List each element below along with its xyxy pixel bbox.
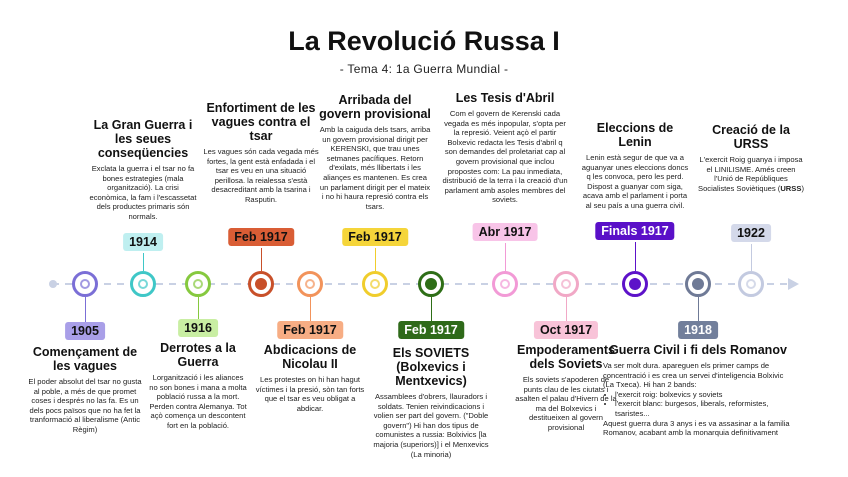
event-node-center <box>305 279 315 289</box>
event-date-badge: 1914 <box>123 233 163 251</box>
event-heading: Els SOVIETS (Bolxevics i Mentxevics) <box>392 346 470 388</box>
event-card <box>515 343 617 433</box>
event-heading: Enfortiment de les vagues contra el tsar <box>206 101 316 143</box>
event-connector <box>261 248 262 271</box>
event-description-text: Les vagues són cada vegada més fortes, la gent està enfadada i el tsar es veu en una situació perillosa. la reialessa s'està desacreditant amb la tsarina i Rasputin. <box>203 147 319 204</box>
axis-arrow-icon <box>788 278 799 290</box>
event-node[interactable] <box>297 271 323 297</box>
event-connector <box>751 244 752 271</box>
event-description-text: Els soviets s'apoderen de punts clau de les ciutats i asalten el palau d'Hivern de la ma del Bolxevics i destitueixen al govern provisional <box>515 375 617 432</box>
event-heading: Creació de la URSS <box>712 123 790 151</box>
event-description-text: Lorganització i les aliances no son bones i mana a molta població russa a la mort. Perden contra Alemanya. Tot açò comença un descontent fort en la població. <box>149 373 247 430</box>
event-description <box>254 375 366 413</box>
event-connector <box>635 242 636 271</box>
event-description <box>202 147 320 205</box>
event-card <box>25 345 145 435</box>
event-bullet-item: • l'exercit blanc: burgesos, liberals, reformistes, tsaristes... <box>615 399 793 418</box>
event-node[interactable] <box>130 271 156 297</box>
event-heading: Guerra Civil i fi dels Romanov <box>609 343 787 357</box>
event-card <box>441 91 569 205</box>
event-node-center <box>629 278 641 290</box>
event-description <box>515 375 617 433</box>
event-date-badge: 1918 <box>678 321 718 339</box>
event-description-text: El poder absolut del tsar no gusta al poble, a més de que promet coses i després no las fa. Es un dels pocs països que no ha fet la tranformació al liberalisme (Antic Règim) <box>28 377 142 434</box>
event-card <box>581 121 689 211</box>
event-card <box>319 93 431 211</box>
event-date-badge: Oct 1917 <box>534 321 598 339</box>
event-connector <box>431 297 432 321</box>
event-node-center <box>80 279 90 289</box>
event-heading: Empoderaments dels Soviets <box>517 343 615 371</box>
event-description-text: L'exercit Roig guanya i imposa el LINILISME. Amés creen l'Unió de Repúbliques Socialistes Soviètiques ( <box>698 155 803 193</box>
event-description-text: Lenin està segur de que va a aguanyar unes eleccions doncs q les convoca, pero les perd. Dispost a guanyar com siga, acava amb el parlament i porta al seu país a una guerra civil. <box>581 153 689 210</box>
event-connector <box>566 297 567 321</box>
event-node-center <box>500 279 510 289</box>
event-bullet-item: • l'exercit roig: bolxevics y soviets <box>615 390 793 400</box>
event-description <box>319 125 431 211</box>
event-card <box>603 343 793 438</box>
event-card <box>698 123 804 193</box>
event-connector <box>505 243 506 271</box>
event-node-center <box>138 279 148 289</box>
event-node[interactable] <box>248 271 274 297</box>
event-description-bold: URSS <box>780 183 802 193</box>
event-description-text: Va ser molt dura. apareguen els primer camps de concentració i es crea un servei d'inteligencia Bolxivic (La Txeca). Hi han 2 bands: <box>603 361 784 390</box>
page-title: La Revolució Russa I <box>288 26 560 56</box>
event-connector <box>375 248 376 271</box>
event-node[interactable] <box>362 271 388 297</box>
event-node-center <box>370 279 380 289</box>
axis-start-dot <box>49 280 57 288</box>
event-node[interactable] <box>622 271 648 297</box>
event-date-badge: Feb 1917 <box>228 228 294 246</box>
event-heading: La Gran Guerra i les seues conseqüencies <box>93 118 193 160</box>
event-date-badge: 1922 <box>731 224 771 242</box>
event-description <box>372 392 490 459</box>
event-node[interactable] <box>685 271 711 297</box>
event-heading: Començament de les vagues <box>32 345 138 373</box>
event-node[interactable] <box>418 271 444 297</box>
event-connector <box>310 297 311 321</box>
page-subtitle: - Tema 4: 1a Guerra Mundial - <box>339 62 509 76</box>
event-heading: Les Tesis d'Abril <box>455 91 555 105</box>
event-card <box>148 341 248 431</box>
event-connector <box>85 297 86 322</box>
event-node-center <box>692 278 704 290</box>
event-description <box>698 155 804 193</box>
event-date-badge: Feb 1917 <box>342 228 408 246</box>
event-node-center <box>561 279 571 289</box>
event-description <box>89 164 197 222</box>
event-node-center <box>255 278 267 290</box>
event-description-text: Amb la caiguda dels tsars, arriba un govern provisional dirigit per KERENSKI, que trau unes setmanes pacífiques. Retorn d'exilats, més llibertats i les aliançes es mantenen. Es crea un parlament dirigit per el mateix i no hi haura represió contra els tsars. <box>319 125 431 211</box>
event-heading: Arribada del govern provisional <box>319 93 431 121</box>
event-description-text: Assamblees d'obrers, llauradors i soldats. Tenien reivindicacions i volien ser part del govern. ("Doble govern") Hi han dos tipus de comunistes a russia: Bolxivics [la majoria (superiors)] i el Menxevics (La minoria) <box>373 392 489 459</box>
event-connector <box>698 297 699 321</box>
event-heading: Derrotes a la Guerra <box>160 341 236 369</box>
event-description <box>581 153 689 211</box>
event-date-badge: Feb 1917 <box>398 321 464 339</box>
event-date-badge: 1905 <box>65 322 105 340</box>
event-description-tail: Aquest guerra dura 3 anys i es va assasinar a la familia Romanov, acabant amb la monarquia definitivament <box>603 418 790 438</box>
event-description-end: ) <box>801 183 804 193</box>
event-card <box>89 118 197 222</box>
event-node-center <box>746 279 756 289</box>
event-connector <box>198 297 199 319</box>
event-node-center <box>193 279 203 289</box>
event-node[interactable] <box>185 271 211 297</box>
event-heading: Eleccions de Lenin <box>596 121 674 149</box>
event-node[interactable] <box>492 271 518 297</box>
event-description-text: Les protestes on hi han hagut víctimes i la presió, sòn tan forts que el tsar es veu obligat a abdicar. <box>255 375 365 413</box>
event-date-badge: Feb 1917 <box>277 321 343 339</box>
event-date-badge: Abr 1917 <box>473 223 538 241</box>
event-node[interactable] <box>553 271 579 297</box>
event-node[interactable] <box>738 271 764 297</box>
event-card <box>254 343 366 413</box>
event-date-badge: Finals 1917 <box>595 222 674 240</box>
event-description <box>148 373 248 431</box>
event-card <box>202 101 320 205</box>
event-description <box>25 377 145 435</box>
event-node[interactable] <box>72 271 98 297</box>
event-heading: Abdicacions de Nicolau II <box>263 343 357 371</box>
event-description-text: Com el govern de Kerenski cada vegada es més inpopular, s'opta per la represió. Veient açò el partir Bolxevic redacta les Tesis d'abril q son demandes del proletariat cap al govern provisional que inclou propostes com: La pau inmediata, distribució de la terra i la creació d'un parlament amb asoles membres del soviets. <box>442 109 568 205</box>
event-description <box>603 361 793 438</box>
event-bullet-list <box>603 390 793 419</box>
event-description <box>441 109 569 205</box>
event-description-text: Exclata la guerra i el tsar no fa bones estrategies (mala organització). La crisi econòmica, la fam i l'escassetat dels productes primaris són normals. <box>89 164 197 221</box>
event-connector <box>143 253 144 271</box>
event-card <box>372 346 490 459</box>
event-node-center <box>425 278 437 290</box>
event-date-badge: 1916 <box>178 319 218 337</box>
